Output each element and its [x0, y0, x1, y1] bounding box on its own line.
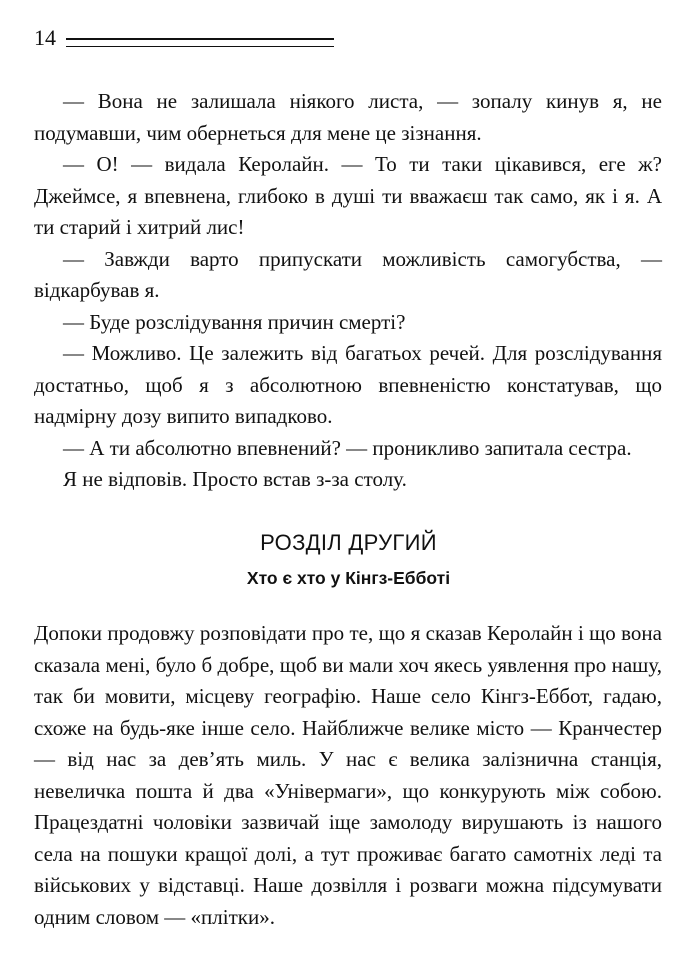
paragraph: Допоки продовжу розповідати про те, що я сказав Керолайн і що вона сказала мені, було б добре, щоб ви мали хоч якесь уявлення про нашу, так би мовити, місцеву географію. Наше село Кінгз-Еббот, гадаю, схоже на будь-яке інше село. Найближче велике місто — Кранчестер — від нас за дев’ять миль. У нас є велика залізнична станція, невеличка пошта й два «Універмаги», що конкурують між собою. Працездатні чоловіки зазвичай іще замолоду вирушають із нашого села на пошуки кращої долі, а тут проживає багато самотніх леді та військових у відставці. Наше дозвілля і розваги можна підсумувати одним словом — «плітки». — [34, 621, 662, 929]
paragraph: — А ти абсолютно впевнений? — проникливо запитала сестра. — [63, 435, 632, 460]
page-number: 14 — [34, 25, 56, 50]
chapter-subtitle: Хто є хто у Кінгз-Ебботі — [246, 568, 451, 588]
paragraph: — Завжди варто припускати можливість самогубства, — відкарбував я. — [34, 246, 662, 302]
chapter-body — [34, 618, 662, 933]
page-header — [34, 26, 334, 50]
paragraph: — Можливо. Це залежить від багатьох речей. Для розслідування достатньо, щоб я з абсолютною впевненістю констатував, що надмірну дозу випито випадково. — [34, 341, 662, 428]
paragraph: — Буде розслідування причин смерті? — [63, 309, 406, 334]
paragraph: — О! — видала Керолайн. — То ти таки цікавився, еге ж? Джеймсе, я впевнена, глибоко в душі ти вважаєш так само, як і я. А ти старий і хитрий лис! — [34, 152, 662, 239]
paragraph: Я не відповів. Просто встав з-за столу. — [63, 467, 407, 491]
paragraph: — Вона не залишала ніякого листа, — зопалу кинув я, не подумавши, чим обернеться для мене це зізнання. — [34, 89, 662, 145]
dialogue-section — [34, 86, 662, 496]
chapter-title: РОЗДІЛ ДРУГИЙ — [260, 530, 437, 555]
header-rule — [66, 38, 334, 47]
